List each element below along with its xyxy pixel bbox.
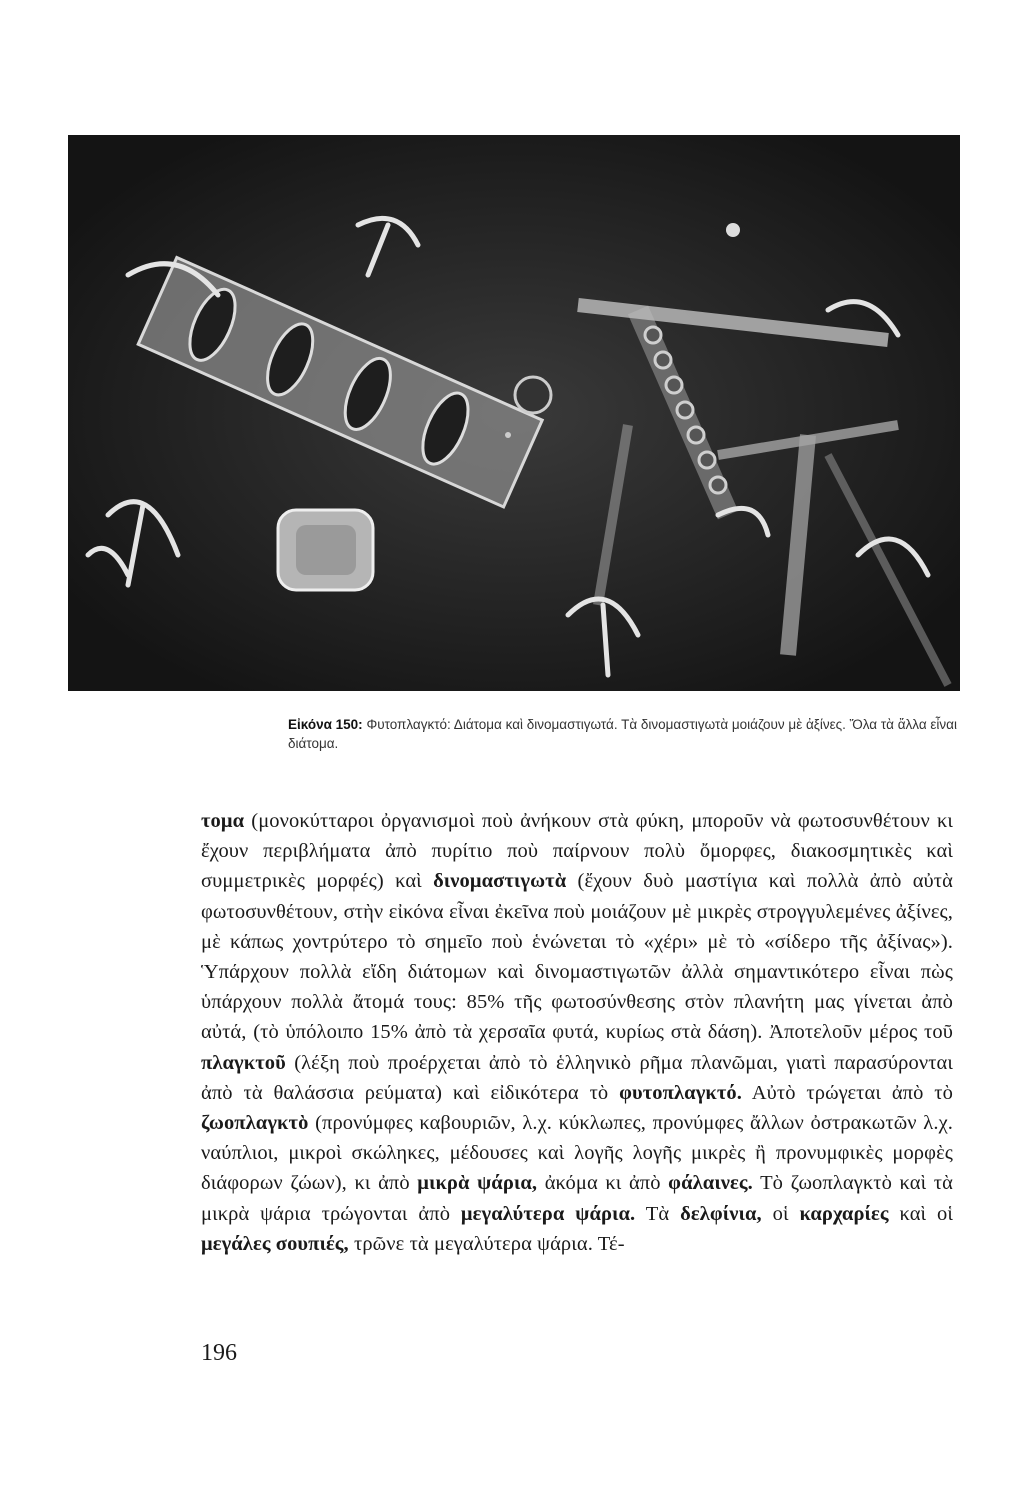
bold-term: δελφίνια, bbox=[680, 1202, 762, 1225]
bold-term: μεγάλες σουπιές, bbox=[201, 1232, 349, 1255]
text-run: (προνύμφες καβουριῶν, λ.χ. κύκλωπες, προνύμφες ἄλλων ὀστρακωτῶν λ.χ. ναύπλιοι, μικροὶ σκώληκες, μέδουσες καὶ λογῆς λογῆς μικρὲς ἢ προνυμφικὲς μορφὲς διάφορων ζώων), κι ἀπὸ bbox=[201, 1112, 953, 1195]
body-paragraph bbox=[201, 806, 953, 1259]
bold-term: φυτοπλαγκτό. bbox=[619, 1081, 742, 1104]
text-run: οἱ bbox=[761, 1202, 800, 1225]
figure-caption-text: Φυτοπλαγκτό: Διάτομα καὶ δινομαστιγωτά. Τὰ δινομαστιγωτὰ μοιάζουν μὲ ἀξίνες. Ὅλα τὰ ἄλλα εἶναι διάτομα. bbox=[288, 717, 957, 751]
bold-term: καρχαρίες bbox=[799, 1202, 889, 1225]
figure-caption bbox=[288, 715, 978, 753]
figure-label: Εἰκόνα 150: bbox=[288, 717, 363, 732]
text-run: τρῶνε τὰ μεγαλύτερα ψάρια. Τέ- bbox=[348, 1232, 625, 1255]
bold-term: μικρὰ ψάρια, bbox=[417, 1172, 538, 1195]
text-run: (μονοκύτταροι ὀργανισμοὶ ποὺ ἀνήκουν στὰ φύκη, μποροῦν νὰ φωτοσυνθέτουν κι ἔχουν περιβλήματα ἀπὸ πυρίτιο ποὺ παίρνουν πολὺ ὄμορφες, διακοσμητικὲς καὶ συμμετρικὲς μορφές) καὶ bbox=[201, 810, 953, 893]
text-run: ἀκόμα κι ἀπὸ bbox=[537, 1172, 669, 1195]
text-run: Τὸ ζωοπλαγκτὸ καὶ τὰ μικρὰ ψάρια τρώγονται ἀπὸ bbox=[201, 1172, 953, 1225]
text-run: Αὐτὸ τρώγεται ἀπὸ τὸ bbox=[742, 1081, 954, 1104]
bold-term: δινομαστιγωτὰ bbox=[433, 870, 567, 893]
bold-term: μεγαλύτερα ψάρια. bbox=[460, 1202, 636, 1225]
text-run: (λέξη ποὺ προέρχεται ἀπὸ τὸ ἑλληνικὸ ρῆμα πλανῶμαι, γιατὶ παρασύρονται ἀπὸ τὰ θαλάσσια ρεύματα) καὶ εἰδικότερα τὸ bbox=[201, 1051, 953, 1104]
bold-term: ζωοπλαγκτὸ bbox=[201, 1112, 309, 1135]
bold-term: πλαγκτοῦ bbox=[201, 1051, 286, 1074]
bold-term: τομα bbox=[201, 810, 245, 832]
text-run: Τὰ bbox=[635, 1202, 681, 1225]
page-number: 196 bbox=[201, 1340, 237, 1366]
text-run: (ἔχουν δυὸ μαστίγια καὶ πολλὰ ἀπὸ αὐτὰ φωτοσυνθέτουν, στὴν εἰκόνα εἶναι ἐκεῖνα ποὺ μοιάζουν μὲ μικρὲς στρογγυλεμένες ἀξίνες, μὲ κάπως χοντρύτερο τὸ σημεῖο ποὺ ἑνώνεται τὸ «χέρι» μὲ τὸ «σίδερο τῆς ἀξίνας»). Ὑπάρχουν πολλὰ εἴδη διάτομων καὶ δινομαστιγωτῶν ἀλλὰ σημαντικότερο εἶναι πὼς ὑπάρχουν πολλὰ ἄτομά τους: 85% τῆς φωτοσύνθεσης στὸν πλανήτη μας γίνεται ἀπὸ αὐτά, (τὸ ὑπόλοιπο 15% ἀπὸ τὰ χερσαῖα φυτά, κυρίως στὰ δάση). Ἀποτελοῦν μέρος τοῦ bbox=[201, 870, 953, 1044]
text-run: καὶ οἱ bbox=[888, 1202, 954, 1225]
plankton-photo-illustration bbox=[68, 135, 960, 691]
plankton-photograph bbox=[68, 135, 960, 691]
bold-term: φάλαινες. bbox=[668, 1172, 753, 1195]
